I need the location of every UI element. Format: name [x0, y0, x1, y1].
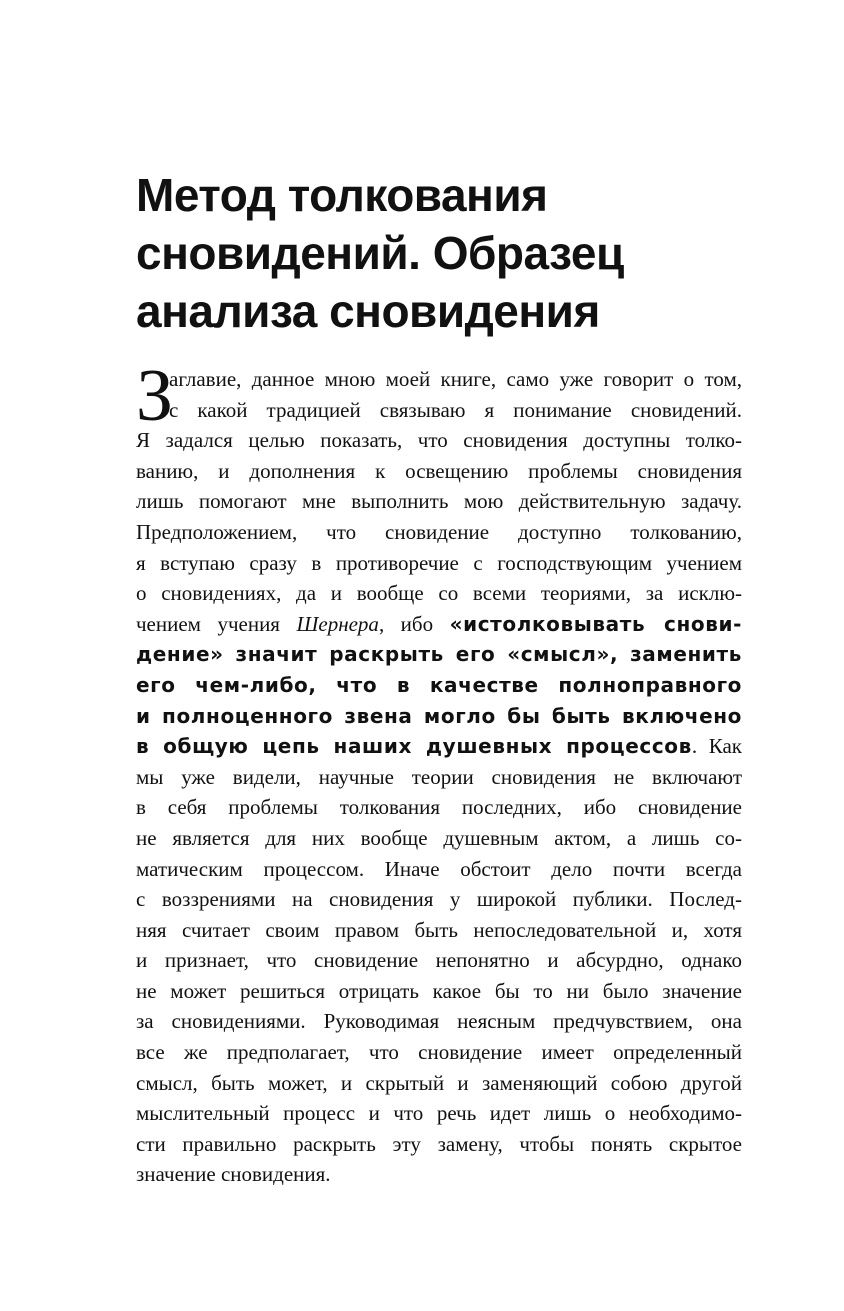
italic-name: Шернера	[296, 611, 379, 636]
bold-emphasis-line: и полноценного звена могло бы быть включено	[136, 703, 742, 728]
text-line: матическим процессом. Иначе обстоит дело почти всегда	[136, 856, 742, 881]
text-line: не является для них вообще душевным актом, а лишь со-	[136, 825, 742, 850]
text-line: с какой традицией связываю я понимание сновидений.	[169, 397, 742, 422]
text-line: аглавие, данное мною моей книге, само уже говорит о том,	[169, 367, 742, 391]
text-line: с воззрениями на сновидения у широкой публики. Послед-	[136, 887, 742, 912]
text-line	[136, 731, 742, 762]
body-paragraph	[136, 355, 742, 1190]
text-line: о сновидениях, да и вообще со всеми теориями, за исклю-	[136, 581, 742, 606]
text-line	[136, 609, 742, 640]
text-line: в себя проблемы толкования последних, ибо сновидение	[136, 795, 742, 820]
text-line: мы уже видели, научные теории сновидения не включают	[136, 764, 742, 789]
text-line: мыслительный процесс и что речь идет лишь о необходимо-	[136, 1101, 742, 1126]
text-segment: чением учения	[136, 611, 297, 636]
text-segment: , ибо	[378, 611, 450, 636]
chapter-title-line: сновидений. Образец	[136, 227, 624, 279]
bold-emphasis: в общую цепь наших душевных процессов	[136, 734, 692, 759]
text-line: все же предполагает, что сновидение имеет определенный	[136, 1040, 742, 1065]
chapter-title-line: анализа сновидения	[136, 285, 600, 337]
text-line: лишь помогают мне выполнить мою действительную задачу.	[136, 489, 742, 514]
text-line: и признает, что сновидение непонятно и абсурдно, однако	[136, 948, 742, 973]
text-line: я вступаю сразу в противоречие с господствующим учением	[136, 550, 742, 575]
chapter-title	[136, 166, 776, 340]
text-segment: . Как	[691, 734, 742, 759]
text-line: Предположением, что сновидение доступно толкованию,	[136, 519, 742, 544]
drop-cap: З	[136, 355, 174, 437]
text-line: значение сновидения.	[136, 1162, 331, 1187]
text-line: сти правильно раскрыть эту замену, чтобы понять скрытое	[136, 1131, 742, 1156]
text-line: не может решиться отрицать какое бы то ни было значение	[136, 978, 742, 1003]
bold-emphasis-line: его чем-либо, что в качестве полноправного	[136, 672, 742, 697]
text-line: няя считает своим правом быть непоследовательной и, хотя	[136, 917, 742, 942]
text-line: Я задался целью показать, что сновидения доступны толко-	[136, 428, 742, 453]
chapter-title-line: Метод толкования	[136, 169, 548, 221]
bold-emphasis: «истолковывать снови-	[449, 611, 742, 636]
text-line: смысл, быть может, и скрытый и заменяющий собою другой	[136, 1070, 742, 1095]
text-line: за сновидениями. Руководимая неясным предчувствием, она	[136, 1009, 742, 1034]
bold-emphasis-line: дение» значит раскрыть его «смысл», заменить	[136, 642, 742, 667]
text-line: ванию, и дополнения к освещению проблемы сновидения	[136, 458, 742, 483]
